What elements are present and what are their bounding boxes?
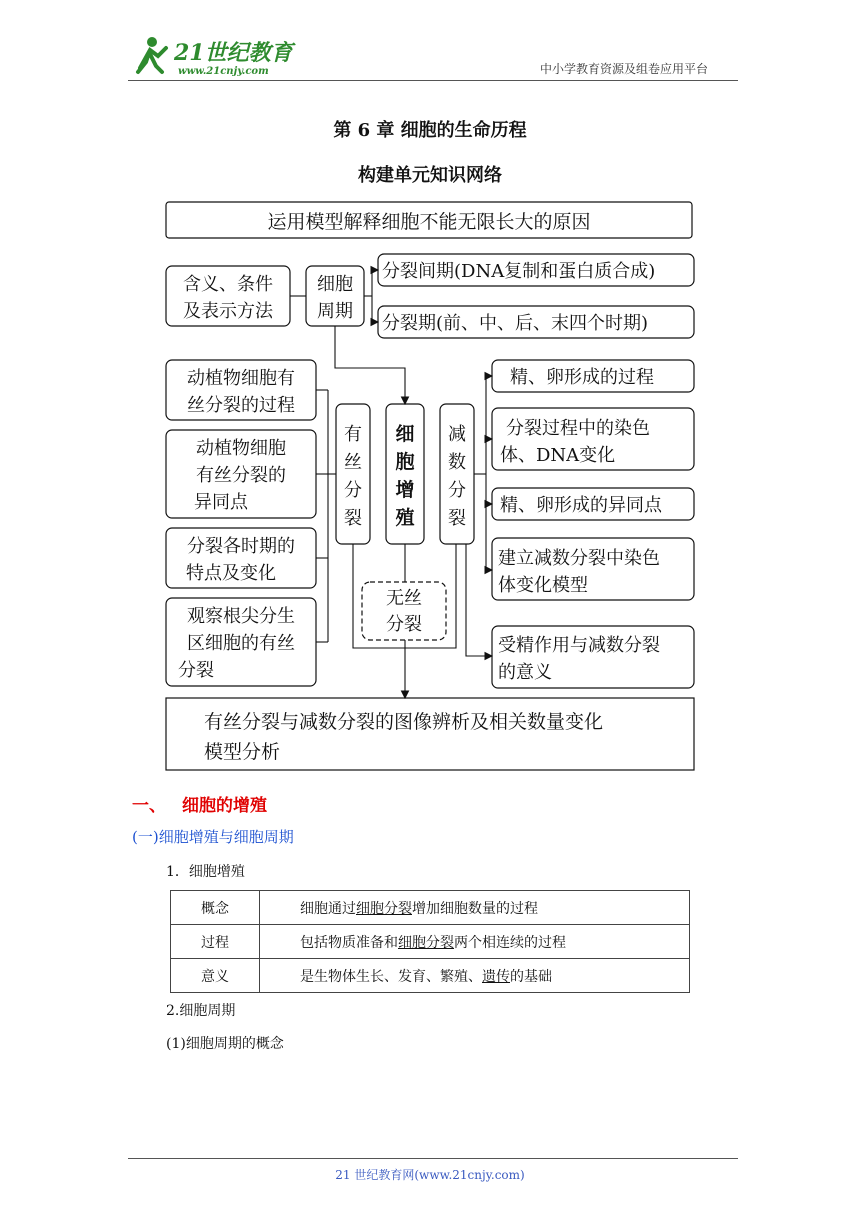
section-title: 细胞的增殖 <box>182 796 267 816</box>
left-box-2-line-1: 动植物细胞 <box>196 438 286 459</box>
header-tagline: 中小学教育资源及组卷应用平台 <box>540 62 709 76</box>
meiosis-char-3: 分 <box>448 480 466 501</box>
mitotic-phase-text: 分裂期(前、中、后、末四个时期) <box>382 313 649 334</box>
left-box-2-line-3: 异同点 <box>194 492 248 513</box>
proliferation-char-1: 细 <box>395 423 415 445</box>
meiosis-char-4: 裂 <box>448 508 466 529</box>
table-row <box>171 891 690 925</box>
meaning-line-2: 及表示方法 <box>183 301 273 322</box>
amitosis-line-2: 分裂 <box>386 614 422 635</box>
logo-text: 21世纪教育 <box>174 40 293 66</box>
bottom-box-line-1: 有丝分裂与减数分裂的图像辨析及相关数量变化 <box>204 711 604 733</box>
mitosis-char-3: 分 <box>344 480 362 501</box>
left-box-1-line-1: 动植物细胞有 <box>187 368 295 389</box>
right-box-5-line-2: 的意义 <box>498 662 552 683</box>
right-box-2-line-2: 体、DNA变化 <box>500 445 616 466</box>
section-number: 一、 <box>132 796 166 816</box>
table-key: 过程 <box>171 925 260 959</box>
left-box-2-line-2: 有丝分裂的 <box>196 465 286 486</box>
header-divider <box>128 80 738 81</box>
left-box-3-line-2: 特点及变化 <box>186 563 276 584</box>
item-subheading-cell-cycle-concept: (1)细胞周期的概念 <box>166 1036 284 1052</box>
left-box-4-line-3: 分裂 <box>178 660 214 681</box>
subsection-heading: (一)细胞增殖与细胞周期 <box>132 828 294 846</box>
left-box-4-line-1: 观察根尖分生 <box>187 606 295 627</box>
mitosis-char-4: 裂 <box>344 508 362 529</box>
meiosis-char-1: 减 <box>448 424 466 445</box>
mitosis-char-1: 有 <box>344 424 362 445</box>
knowledge-network-diagram <box>160 198 700 774</box>
logo-url: www.21cnjy.com <box>178 66 269 77</box>
meiosis-char-2: 数 <box>448 452 466 473</box>
item-heading-cell-cycle: 2.细胞周期 <box>166 1003 236 1019</box>
right-box-5-line-1: 受精作用与减数分裂 <box>498 635 660 656</box>
table-key: 概念 <box>171 891 260 925</box>
table-value: 是生物体生长、发育、繁殖、遗传的基础 <box>260 959 690 993</box>
item-heading-cell-proliferation: 1．细胞增殖 <box>166 864 245 880</box>
left-box-4-line-2: 区细胞的有丝 <box>187 633 295 654</box>
table-row <box>171 925 690 959</box>
bottom-box-line-2: 模型分析 <box>204 741 281 763</box>
cell-proliferation-table <box>170 890 690 993</box>
network-title: 构建单元知识网络 <box>358 165 502 186</box>
site-logo <box>126 32 296 80</box>
footer-link[interactable]: 21 世纪教育网(www.21cnjy.com) <box>335 1168 525 1182</box>
chapter-title: 第 6 章 细胞的生命历程 <box>333 120 527 141</box>
top-box-text: 运用模型解释细胞不能无限长大的原因 <box>267 211 591 233</box>
table-key: 意义 <box>171 959 260 993</box>
left-box-1-line-2: 丝分裂的过程 <box>187 395 295 416</box>
mitosis-char-2: 丝 <box>344 452 362 473</box>
table-value: 细胞通过细胞分裂增加细胞数量的过程 <box>260 891 690 925</box>
cell-cycle-line-1: 细胞 <box>317 274 353 295</box>
left-box-3-line-1: 分裂各时期的 <box>187 536 295 557</box>
table-value: 包括物质准备和细胞分裂两个相连续的过程 <box>260 925 690 959</box>
footer-divider <box>128 1158 738 1159</box>
right-box-2-line-1: 分裂过程中的染色 <box>506 418 650 439</box>
section-heading <box>132 791 267 816</box>
right-box-1-text: 精、卵形成的过程 <box>510 367 654 388</box>
right-box-3-text: 精、卵形成的异同点 <box>500 495 662 516</box>
amitosis-line-1: 无丝 <box>386 588 422 609</box>
cell-cycle-line-2: 周期 <box>317 301 353 322</box>
interphase-text: 分裂间期(DNA复制和蛋白质合成) <box>382 261 656 282</box>
right-box-4-line-2: 体变化模型 <box>498 575 588 596</box>
table-row <box>171 959 690 993</box>
proliferation-char-2: 胞 <box>395 451 415 473</box>
right-box-4-line-1: 建立减数分裂中染色 <box>498 548 660 569</box>
proliferation-char-3: 增 <box>395 479 415 501</box>
meaning-line-1: 含义、条件 <box>183 274 273 295</box>
proliferation-char-4: 殖 <box>395 507 415 529</box>
